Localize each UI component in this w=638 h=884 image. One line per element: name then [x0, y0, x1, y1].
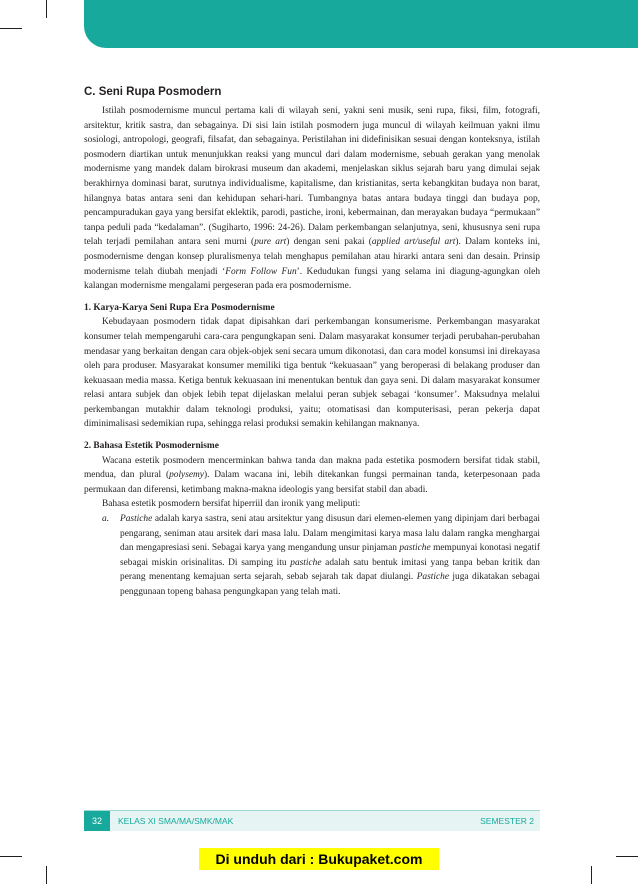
subsection-2-paragraph-1	[84, 454, 540, 498]
crop-mark	[616, 856, 638, 857]
text-run: juga dikatakan sebagai penggunaan topeng bahasa pengungkapan yang telah mati.	[120, 572, 540, 597]
aesthetic-list	[84, 512, 540, 600]
page-content	[84, 86, 540, 600]
crop-mark	[0, 856, 22, 857]
crop-mark	[46, 866, 47, 884]
subsection-2-paragraph-2: Bahasa estetik posmodern bersifat hiperriil dan ironik yang meliputi:	[102, 499, 361, 510]
crop-mark	[0, 28, 22, 29]
text-run: adalah satu bentuk imitasi yang tanpa beban kritik dan perang menentang kemajuan serta sejarah, sebab sejarah tak dapat diulangi.	[120, 557, 540, 583]
section-title: C. Seni Rupa Posmodern	[84, 86, 222, 98]
list-item-text	[120, 512, 540, 600]
italic-term: Pastiche	[416, 572, 449, 583]
download-banner: Di unduh dari : Bukupaket.com	[199, 848, 439, 870]
crop-mark	[46, 0, 47, 18]
crop-mark	[591, 866, 592, 884]
text-run: ’. Kedudukan fungsi yang selama ini diagung-agungkan oleh kalangan modernisme mengalami pergeseran pada era posmodernisme.	[84, 266, 541, 292]
subsection-1-paragraph: Kebudayaan posmodern tidak dapat dipisahkan dari perkembangan konsumerisme. Perkembangan masyarakat konsumer telah mempengaruhi cara-cara pengungkapan seni. Dalam masyarakat konsumer terjadi perubahan-perubahan mendasar yang berkaitan dengan cara objek-objek seni secara umum dikonotasi, dan cara model konsumsi ini direkayasa oleh para produser. Masyarakat konsumer memiliki tiga bentuk “kekuasaan” yang beroperasi di belakang produser dan kekuasaan media massa. Ketiga bentuk kekuasaan ini menentukan bentuk dan gaya seni. Di dalam masyarakat konsumer relasi antara subjek dan objek lebih tepat dijelaskan melalui peran subjek sebagai ‘konsumer’. Maksudnya melalui perkembangan mutakhir dalam teknologi produksi, yaitu; otomatisasi dan komputerisasi, peran pekerja dapat diminimalisasi sedemikian rupa, sehingga relasi produksi semakin kehilangan maknanya.	[84, 317, 540, 430]
header-band	[84, 0, 638, 48]
page-footer	[84, 810, 540, 831]
italic-term: pastiche	[290, 557, 322, 568]
footer-class-label: KELAS XI SMA/MA/SMK/MAK	[118, 816, 234, 826]
text-run: ). Dalam konteks ini, posmodernisme dengan konsep pluralismenya telah menghapus pemilahan atau hirarki antara seni dan desain. Prinsip modernisme telah diubah menjadi ‘	[84, 237, 540, 277]
text-run: Wacana estetik posmodern mencerminkan bahwa tanda dan makna pada estetika posmodern bersifat tidak stabil, mendua, dan plural (	[84, 455, 540, 481]
italic-term: applied art/useful art	[371, 237, 456, 248]
italic-term: Pastiche	[120, 514, 153, 525]
list-item-label: a.	[102, 514, 110, 525]
text-run: adalah karya sastra, seni atau arsitektur yang disusun dari elemen-elemen yang dipinjam dari berbagai pengarang, seniman atau arsitek dari masa lalu. Dalam mengimitasi karya masa lalu dalam rangka menghargai dan mengapresiasi seni. Sebagai karya yang mengandung unsur pinjaman	[120, 514, 540, 554]
text-run: Istilah posmodernisme muncul pertama kali di wilayah seni, yakni seni musik, seni rupa, fiksi, film, fotografi, arsitektur, kritik sastra, dan sebagainya. Di sisi lain istilah posmodern juga muncul di wilayah keilmuan yakni ilmu sosiologi, antropologi, geografi, filsafat, dan sebagainya. Peristilahan ini didefinisikan sesuai dengan konteksnya, istilah posmodern diartikan untuk menunjukkan reaksi yang muncul dari dalam modernisme, sebuah gerakan yang menolak modernisme yang mandek dalam birokrasi museum dan akademi, menjelaskan siklus sejarah baru yang dimulai sejak berakhirnya dominasi barat, surutnya individualisme, kapitalisme, dan kristianitas, serta kebangkitan budaya non barat, hilangnya batas antara seni dan kehidupan sehari-hari. Tumbangnya batas antara budaya tinggi dan budaya pop, pencampuradukan gaya yang bersifat eklektik, parodi, pastiche, ironi, kebermainan, dan merayakan budaya “permukaan” tanpa peduli pada “kedalaman”. (Sugiharto, 1996: 24-26). Dalam perkembangan selanjutnya, seni, khususnya seni rupa telah terjadi pemilahan antara seni murni (	[84, 106, 540, 248]
list-item	[102, 512, 540, 600]
italic-term: pure art	[254, 237, 287, 248]
italic-term: polysemy	[169, 470, 204, 481]
subsection-title-2: 2. Bahasa Estetik Posmodernisme	[84, 441, 219, 452]
subsection-title-1: 1. Karya-Karya Seni Rupa Era Posmodernisme	[84, 302, 275, 313]
italic-term: pastiche	[399, 543, 431, 554]
text-run: ) dengan seni pakai (	[286, 237, 372, 248]
footer-semester-label: SEMESTER 2	[480, 816, 534, 826]
page-number: 32	[84, 811, 110, 831]
text-run: mempunyai konotasi negatif sebagai miskin orisinalitas. Di samping itu	[120, 543, 540, 568]
intro-paragraph	[84, 104, 540, 294]
italic-term: Form Follow Fun	[225, 266, 297, 277]
text-run: ). Dalam wacana ini, lebih ditekankan fungsi permainan tanda, keterpesonaan pada permukaan dan diferensi, ketimbang makna-makna ideologis yang bersifat stabil dan abadi.	[84, 470, 541, 495]
